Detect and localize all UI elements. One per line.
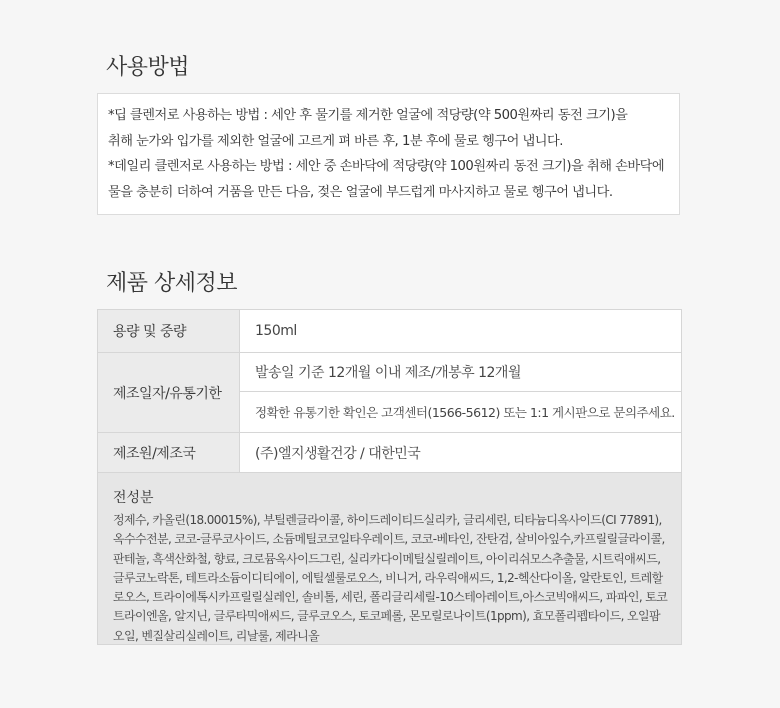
expiry-value: 발송일 기준 12개월 이내 제조/개봉후 12개월 xyxy=(240,353,681,392)
product-details-table xyxy=(97,309,682,645)
usage-line: *딥 클렌저로 사용하는 방법 : 세안 후 물기를 제거한 얼굴에 적당량(약 500원짜리 동전 크기)을 xyxy=(108,108,628,123)
volume-label: 용량 및 중량 xyxy=(98,310,240,352)
usage-line: 취해 눈가와 입가를 제외한 얼굴에 고르게 펴 바른 후, 1분 후에 물로 헹구어 냅니다. xyxy=(108,133,563,149)
details-section-title: 제품 상세정보 xyxy=(106,271,238,296)
ingredients-value: 정제수, 카올린(18.00015%), 부틸렌글라이콜, 하이드레이티드실리카, 글리세린, 티타늄디옥사이드(CI 77891), 옥수수전분, 코코-글루코사이드, 소듐메틸코코일타우레이트, 코코-베타인, 잔탄검, 살비아잎수,카프릴릴글라이콜, 판테놀, 흑색산화철, 향료, 크로뮴옥사이드그린, 실리카다이메틸실릴레이트, 아이리쉬모스추출물, 시트릭애씨드, 글루코노락톤, 테트라소듐이디티에이, 에틸셀룰로오스, 비니거, 라우릭애씨드, 1,2-헥산다이올, 알란토인, 트레할로오스, 트라이에톡시카프릴릴실레인, 솔비톨, 세린, 폴리글리세릴-10스테아레이트,아스코빅애씨드, 파파인, 토코트라이엔올, 알지닌, 글루타믹애씨드, 글루코오스, 토코페롤, 몬모릴로나이트(1ppm), 효모폴리펩타이드, 오일팜오일, 벤질살리실레이트, 리날룰, 제라니올 xyxy=(113,513,668,643)
manufacturer-value: (주)엘지생활건강 / 대한민국 xyxy=(255,445,421,462)
table-row-expiry xyxy=(98,353,681,433)
ingredients-block xyxy=(98,473,681,644)
ingredients-label: 전성분 xyxy=(113,490,154,506)
usage-line: 물을 충분히 더하여 거품을 만든 다음, 젖은 얼굴에 부드럽게 마사지하고 물로 헹구어 냅니다. xyxy=(108,184,613,200)
manufacturer-label: 제조원/제조국 xyxy=(98,433,240,472)
expiry-note: 정확한 유통기한 확인은 고객센터(1566-5612) 또는 1:1 게시판으로 문의주세요. xyxy=(255,405,675,420)
volume-value: 150ml xyxy=(255,323,297,339)
usage-section-title: 사용방법 xyxy=(106,55,190,80)
expiry-label: 제조일자/유통기한 xyxy=(98,353,240,432)
usage-instructions-box xyxy=(97,93,680,215)
table-row-volume xyxy=(98,310,681,353)
usage-line: *데일리 클렌저로 사용하는 방법 : 세안 중 손바닥에 적당량(약 100원짜리 동전 크기)을 취해 손바닥에 xyxy=(108,159,665,174)
table-row-manufacturer xyxy=(98,433,681,473)
